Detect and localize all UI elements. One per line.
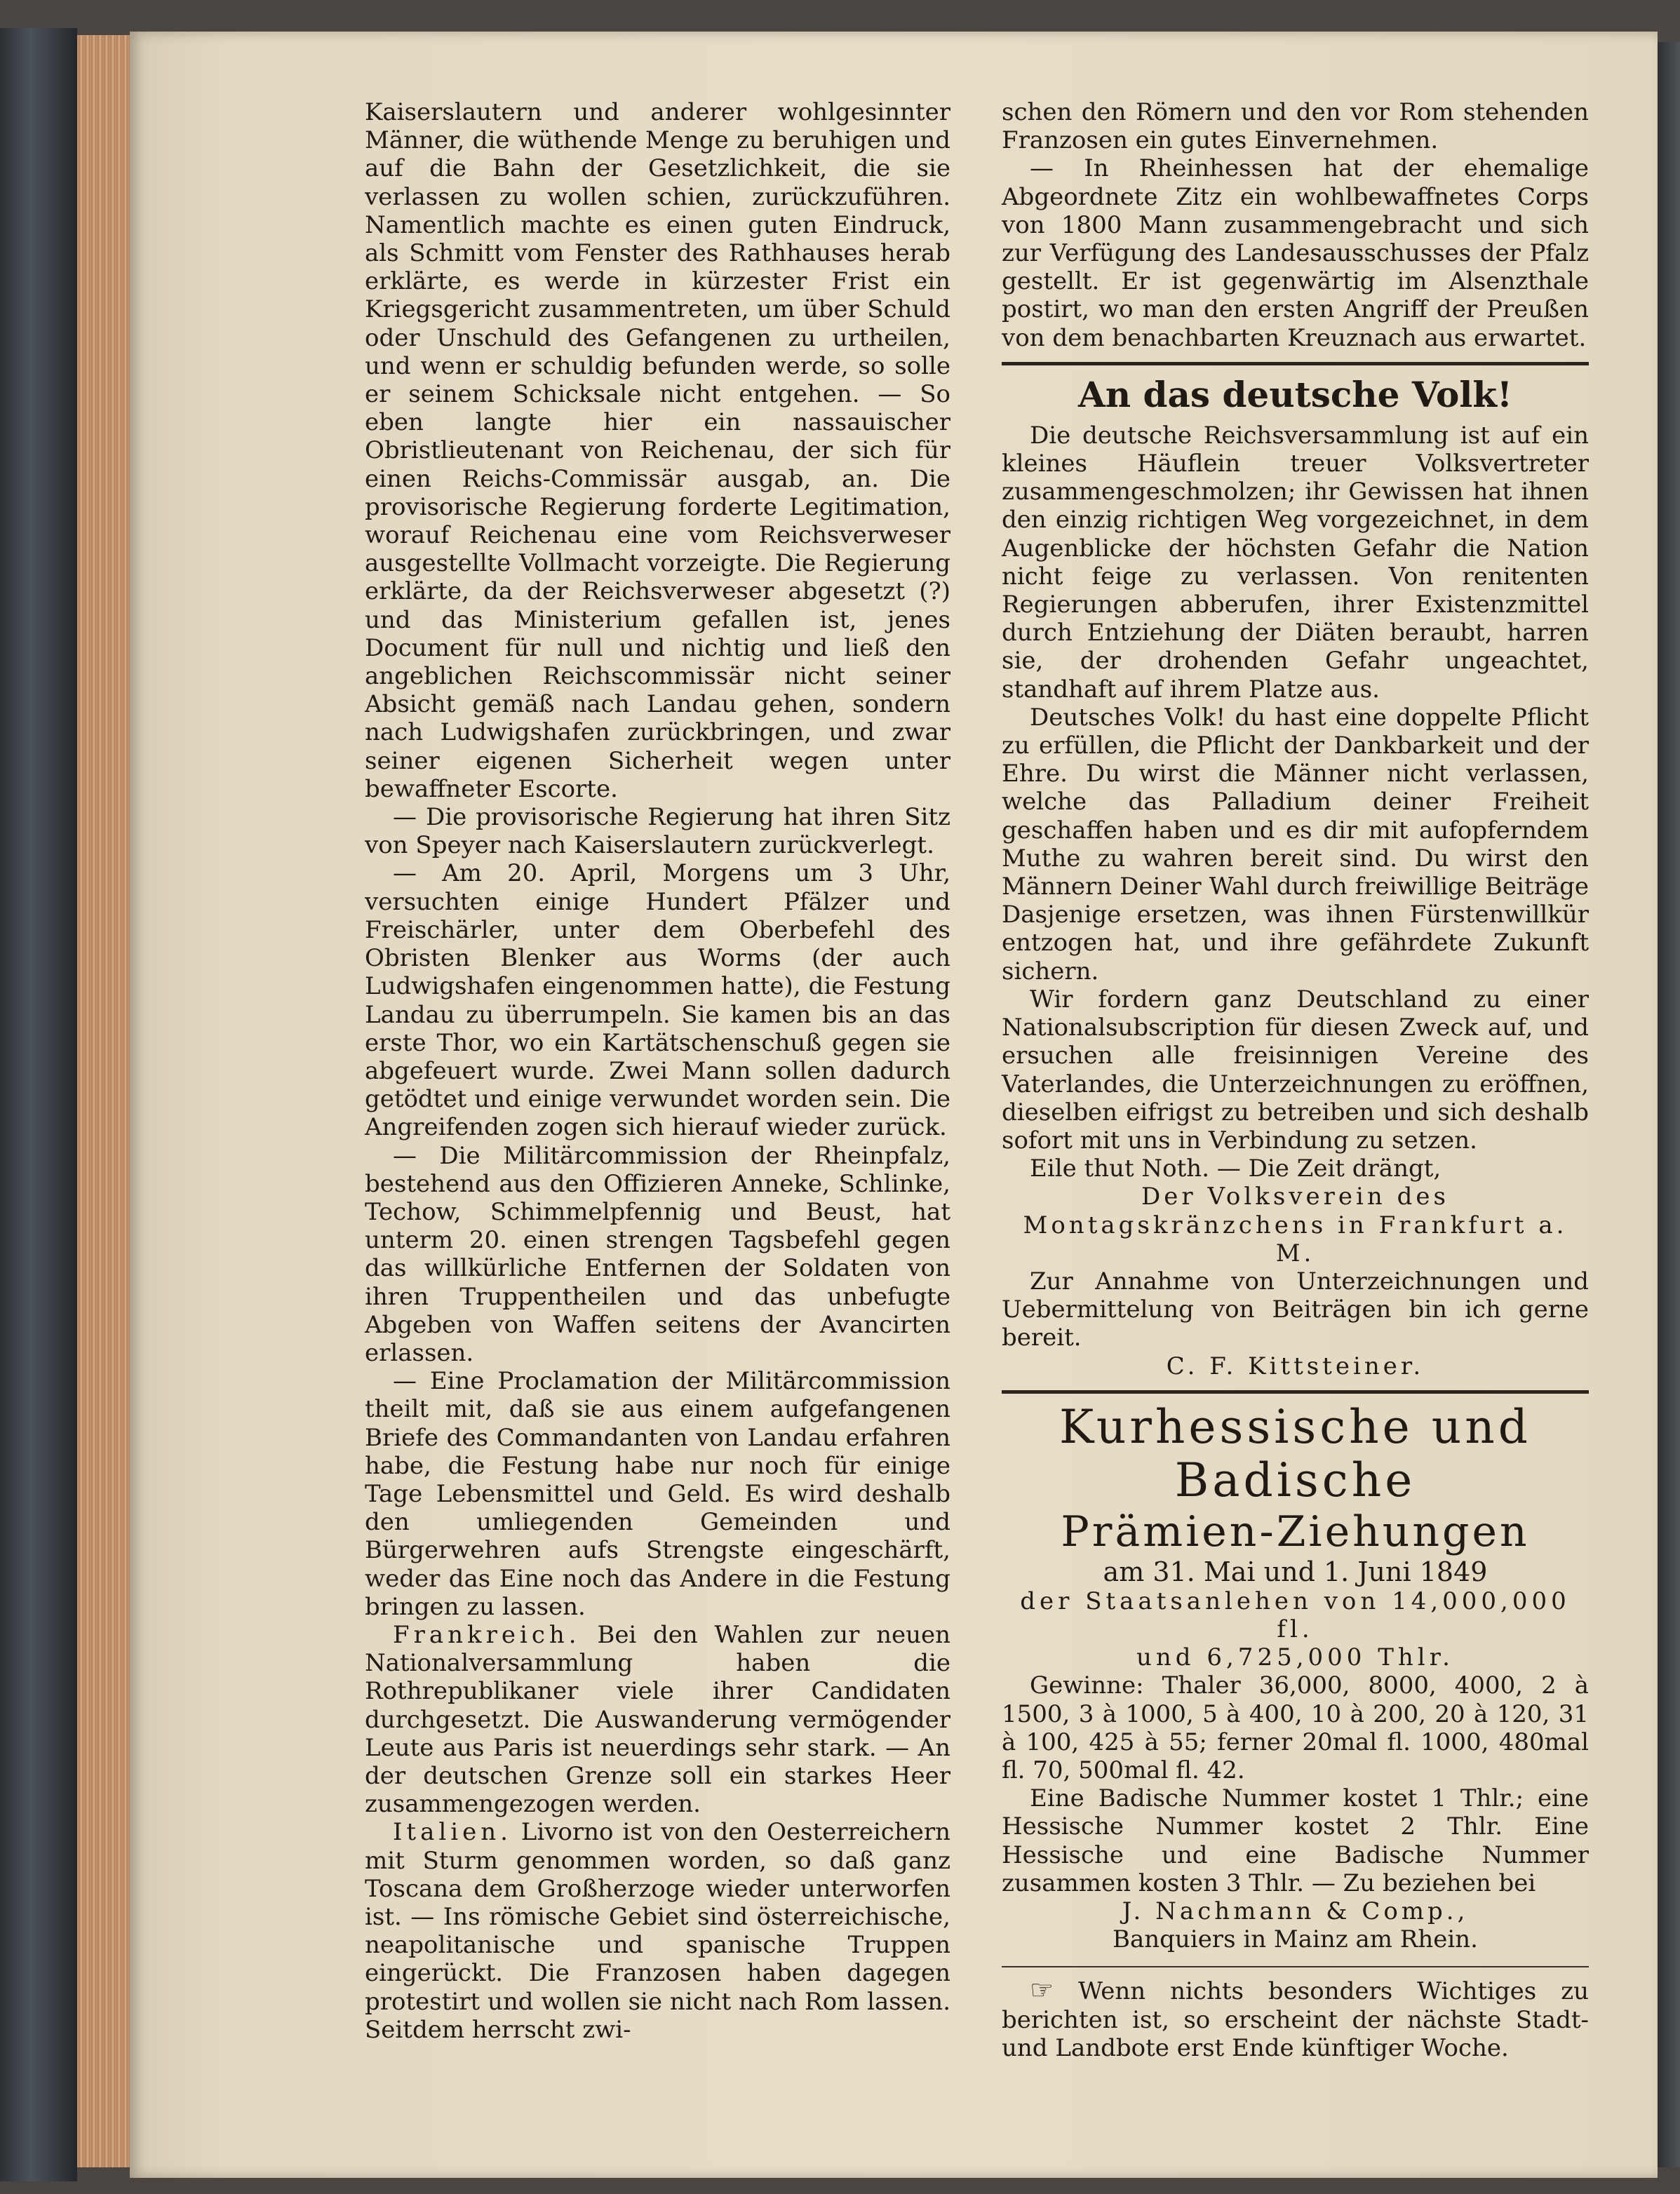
ad-price: Eine Badische Nummer kostet 1 Thlr.; eine Hessische Nummer kostet 2 Thlr. Eine Hessische und eine Badische Nummer zusammen kosten 3 Thlr. — Zu beziehen bei <box>1002 1784 1589 1897</box>
article-paragraph: — Die provisorische Regierung hat ihren Sitz von Speyer nach Kaiserslautern zurückverlegt. <box>365 803 950 860</box>
appeal-paragraph: Die deutsche Reichsversammlung ist auf ein kleines Häuflein treuer Volksvertreter zusammengeschmolzen; ihr Gewissen hat ihnen den einzig richtigen Weg vorgezeichnet, in dem Augenblicke der höchsten Gefahr die Nation nicht feige zu verlassen. Von renitenten Regierungen abberufen, ihrer Existenzmittel durch Entziehung der Diäten beraubt, harren sie, der drohenden Gefahr ungeachtet, standhaft auf ihrem Platze aus. <box>1002 421 1589 704</box>
ad-subtitle: Prämien-Ziehungen <box>1061 1507 1530 1556</box>
appeal-paragraph: Deutsches Volk! du hast eine doppelte Pflicht zu erfüllen, die Pflicht der Dankbarkeit und der Ehre. Du wirst die Männer nicht verlassen, welche das Palladium deiner Freiheit geschaffen haben und es dir mit aufopferndem Muthe zu wahren bereit sind. Du wirst den Männern Deiner Wahl durch freiwillige Beiträge Dasjenige ersetzen, was ihnen Fürstenwillkür entzogen hat, und ihre gefährdete Zukunft sichern. <box>1002 703 1589 985</box>
article-paragraph: — Die Militärcommission der Rheinpfalz, bestehend aus den Offizieren Anneke, Schlinke, Techow, Schimmelpfennig und Beust, hat unterm 20. einen strengen Tagsbefehl gegen das willkürliche Entfernen der Soldaten von ihren Truppentheilen und das unbefugte Abgeben von Waffen seitens der Avancirten erlassen. <box>365 1141 950 1367</box>
appeal-paragraph: Wir fordern ganz Deutschland zu einer Nationalsubscription für diesen Zweck auf, und ersuchen alle freisinnigen Vereine des Vaterlandes, die Unterzeichnungen zu eröffnen, dieselben eifrigst zu betreiben und sich deshalb sofort mit uns in Verbindung zu setzen. <box>1002 985 1589 1155</box>
france-section <box>365 1621 950 1818</box>
italy-text: Livorno ist von den Oesterreichern mit Sturm genommen worden, so daß ganz Toscana dem Großherzoge wieder unterworfen ist. — Ins römische Gebiet sind österreichische, neapolitanische und spanische Truppen eingerückt. Die Franzosen haben dagegen protestirt und wollen sie nicht nach Rom lassen. Seitdem herrscht zwi- <box>365 1818 951 2044</box>
appeal-note: Zur Annahme von Unterzeichnungen und Uebermittelung von Beiträgen bin ich gerne bereit. <box>1002 1267 1589 1352</box>
article-paragraph: — Eine Proclamation der Militärcommission theilt mit, daß sie aus einem aufgefangenen Briefe des Commandanten von Landau erfahren habe, die Festung habe nur noch für einige Tage Lebensmittel und Geld. Es wird deshalb den umliegenden Gemeinden und Bürgerwehren aufs Strengste eingeschärft, weder das Eine noch das Andere in die Festung bringen zu lassen. <box>365 1367 950 1621</box>
book-binding <box>0 28 77 2181</box>
ad-title: Kurhessische und Badische <box>1059 1399 1531 1507</box>
notice-text: Wenn nichts besonders Wichtiges zu berichten ist, so erscheint der nächste Stadt- und Landbote erst Ende künftiger Woche. <box>1002 1977 1589 2062</box>
italy-section <box>365 1818 950 2044</box>
section-divider <box>1002 1966 1589 1967</box>
article-continuation: schen den Römern und den vor Rom stehenden Franzosen ein gutes Einvernehmen. <box>1002 98 1589 155</box>
section-divider <box>1002 1390 1589 1394</box>
page-edges <box>77 35 133 2167</box>
book-cover-edge <box>1658 42 1680 2167</box>
right-column <box>1002 98 1589 2062</box>
ad-date: am 31. Mai und 1. Juni 1849 <box>1103 1556 1488 1587</box>
notice <box>1002 1976 1589 2062</box>
france-text: Bei den Wahlen zur neuen Nationalversammlung haben die Rothrepublikaner viele ihrer Candidaten durchgesetzt. Die Auswanderung vermögender Leute aus Paris ist neuerdings sehr stark. — An der deutschen Grenze soll ein starkes Heer zusammengezogen werden. <box>365 1620 950 1819</box>
pointing-hand-icon: ☞ <box>1030 1974 1054 2006</box>
rheinhessen-paragraph: — In Rheinhessen hat der ehemalige Abgeordnete Zitz ein wohlbewaffnetes Corps von 1800 Mann zusammengebracht und sich zur Verfügung des Landesausschusses der Pfalz gestellt. Er ist gegenwärtig im Alsenzthale postirt, wo man den ersten Angriff der Preußen von dem benachbarten Kreuznach aus erwartet. <box>1002 154 1589 352</box>
france-label: Frankreich. <box>393 1620 581 1649</box>
article-paragraph: Kaiserslautern und anderer wohlgesinnter Männer, die wüthende Menge zu beruhigen und auf die Bahn der Gesetzlichkeit, die sie verlassen zu wollen schien, zurückzuführen. Namentlich machte es einen guten Eindruck, als Schmitt vom Fenster des Rathhauses herab erklärte, es werde in kürzester Frist ein Kriegsgericht zusammentreten, um über Schuld oder Unschuld des Gefangenen zu urtheilen, und wenn er schuldig befunden werde, so solle er seinem Schicksale nicht entgehen. — So eben langte hier ein nassauischer Obristlieutenant von Reichenau, der sich für einen Reichs-Commissär ausgab, an. Die provisorische Regierung forderte Legitimation, worauf Reichenau eine vom Reichsverweser ausgestellte Vollmacht vorzeigte. Die Regierung erklärte, da der Reichsverweser abgesetzt (?) und das Ministerium gefallen ist, jenes Document für null und nichtig und ließ den angeblichen Reichscommissär nicht seiner Absicht gemäß nach Landau gehen, sondern nach Ludwigshafen zurückbringen, und zwar seiner eigenen Sicherheit wegen unter bewaffneter Escorte. <box>365 98 950 803</box>
section-divider <box>1002 362 1589 365</box>
article-paragraph: — Am 20. April, Morgens um 3 Uhr, versuchten einige Hundert Pfälzer und Freischärler, unter dem Oberbefehl des Obristen Blenker aus Worms (der auch Ludwigshafen eingenommen hatte), die Festung Landau zu überrumpeln. Sie kamen bis an das erste Thor, wo ein Kartätschenschuß gegen sie abgefeuert wurde. Zwei Mann sollen dadurch getödtet und einige verwundet worden sein. Die Angreifenden zogen sich hierauf wieder zurück. <box>365 859 950 1142</box>
ad-bankers: Banquiers in Mainz am Rhein. <box>1113 1925 1478 1954</box>
left-column <box>365 98 950 2044</box>
ad-loan: der Staatsanlehen von 14,000,000 fl. <box>1020 1587 1571 1643</box>
ad-prizes: Gewinne: Thaler 36,000, 8000, 4000, 2 à 1500, 3 à 1000, 5 à 400, 10 à 200, 20 à 120, 31 à 100, 425 à 55; ferner 20mal fl. 1000, 480mal fl. 70, 500mal fl. 42. <box>1002 1671 1589 1784</box>
italy-label: Italien. <box>393 1818 512 1847</box>
appeal-closing: Eile thut Noth. — Die Zeit drängt, <box>1030 1155 1442 1183</box>
appeal-title: An das deutsche Volk! <box>1078 373 1512 415</box>
ad-loan: und 6,725,000 Thlr. <box>1136 1643 1454 1672</box>
appeal-signature: Der Volksverein des Montagskränzchens in Frankfurt a. M. <box>1023 1183 1568 1267</box>
ad-firm: J. Nachmann & Comp., <box>1122 1897 1469 1925</box>
note-signature: C. F. Kittsteiner. <box>1166 1352 1425 1380</box>
